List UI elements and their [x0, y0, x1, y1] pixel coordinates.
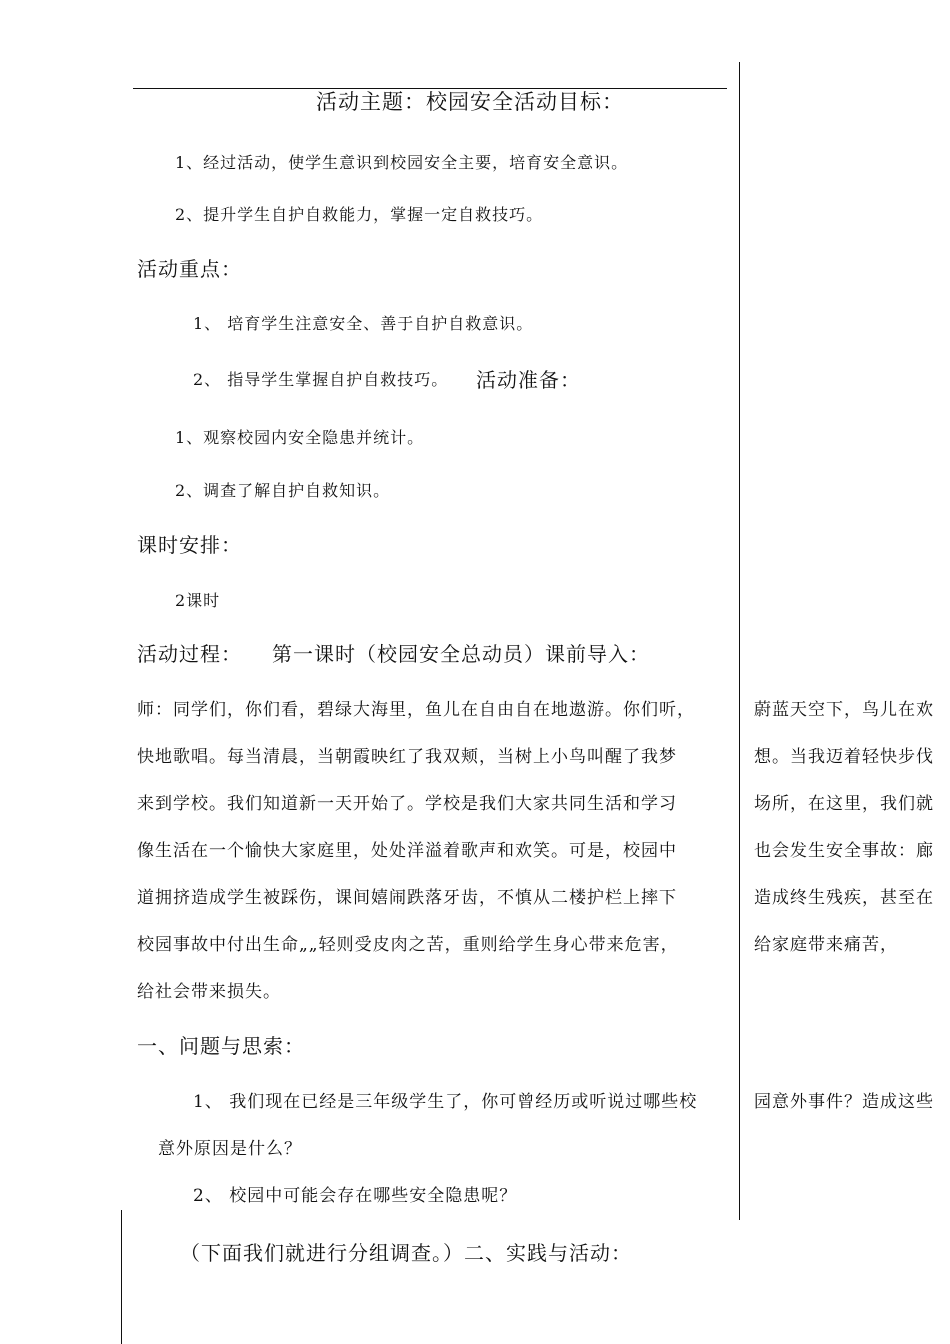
question-1-right: 园意外事件？造成这些 — [754, 1092, 934, 1112]
intro-line-left: 快地歌唱。每当清晨，当朝霞映红了我双颊，当树上小鸟叫醒了我梦 — [137, 747, 677, 767]
focus-heading: 活动重点： — [137, 257, 242, 281]
intro-line-left: 师：同学们，你们看，碧绿大海里，鱼儿在自由自在地遨游。你们听， — [137, 700, 695, 720]
page-title: 活动主题：校园安全活动目标： — [316, 90, 624, 114]
focus-item-1: 1、 培育学生注意安全、善于自护自救意识。 — [193, 314, 534, 333]
question-1-continued: 意外原因是什么？ — [158, 1139, 302, 1159]
process-heading: 活动过程： — [137, 642, 242, 666]
prep-item-2: 2、调查了解自护自救知识。 — [175, 481, 391, 500]
intro-line-right: 给家庭带来痛苦， — [754, 935, 898, 955]
prep-heading: 活动准备： — [476, 368, 581, 392]
column-divider — [739, 62, 740, 1220]
intro-line-right: 想。当我迈着轻快步伐 — [754, 747, 934, 767]
intro-line-right: 场所，在这里，我们就 — [754, 794, 934, 814]
intro-line-left: 给社会带来损失。 — [137, 982, 281, 1002]
goal-item-1: 1、经过活动，使学生意识到校园安全主要，培育安全意识。 — [175, 153, 629, 172]
intro-line-left: 校园事故中付出生命„„轻则受皮肉之苦，重则给学生身心带来危害， — [137, 935, 679, 955]
question-2: 2、 校园中可能会存在哪些安全隐患呢？ — [193, 1186, 518, 1206]
lesson-heading: 第一课时（校园安全总动员）课前导入： — [272, 642, 650, 666]
intro-line-left: 来到学校。我们知道新一天开始了。学校是我们大家共同生活和学习 — [137, 794, 677, 814]
bottom-left-margin-line — [121, 1210, 122, 1344]
top-rule — [133, 88, 727, 89]
intro-line-right: 也会发生安全事故：廊 — [754, 841, 934, 861]
prep-item-1: 1、观察校园内安全隐患并统计。 — [175, 428, 425, 447]
focus-item-2: 2、 指导学生掌握自护自救技巧。 — [193, 370, 449, 389]
intro-line-left: 道拥挤造成学生被踩伤，课间嬉闹跌落牙齿，不慎从二楼护栏上摔下 — [137, 888, 677, 908]
schedule-value: 2课时 — [175, 591, 221, 610]
intro-line-left: 像生活在一个愉快大家庭里，处处洋溢着歌声和欢笑。可是，校园中 — [137, 841, 677, 861]
schedule-heading: 课时安排： — [137, 533, 242, 557]
question-1: 1、 我们现在已经是三年级学生了，你可曾经历或听说过哪些校 — [193, 1092, 698, 1112]
goal-item-2: 2、提升学生自护自救能力，掌握一定自救技巧。 — [175, 205, 544, 224]
section2-line: （下面我们就进行分组调查。）二、实践与活动： — [180, 1241, 632, 1265]
section1-heading: 一、问题与思索： — [137, 1034, 305, 1058]
intro-line-right: 造成终生残疾，甚至在 — [754, 888, 934, 908]
intro-line-right: 蔚蓝天空下，鸟儿在欢 — [754, 700, 934, 720]
